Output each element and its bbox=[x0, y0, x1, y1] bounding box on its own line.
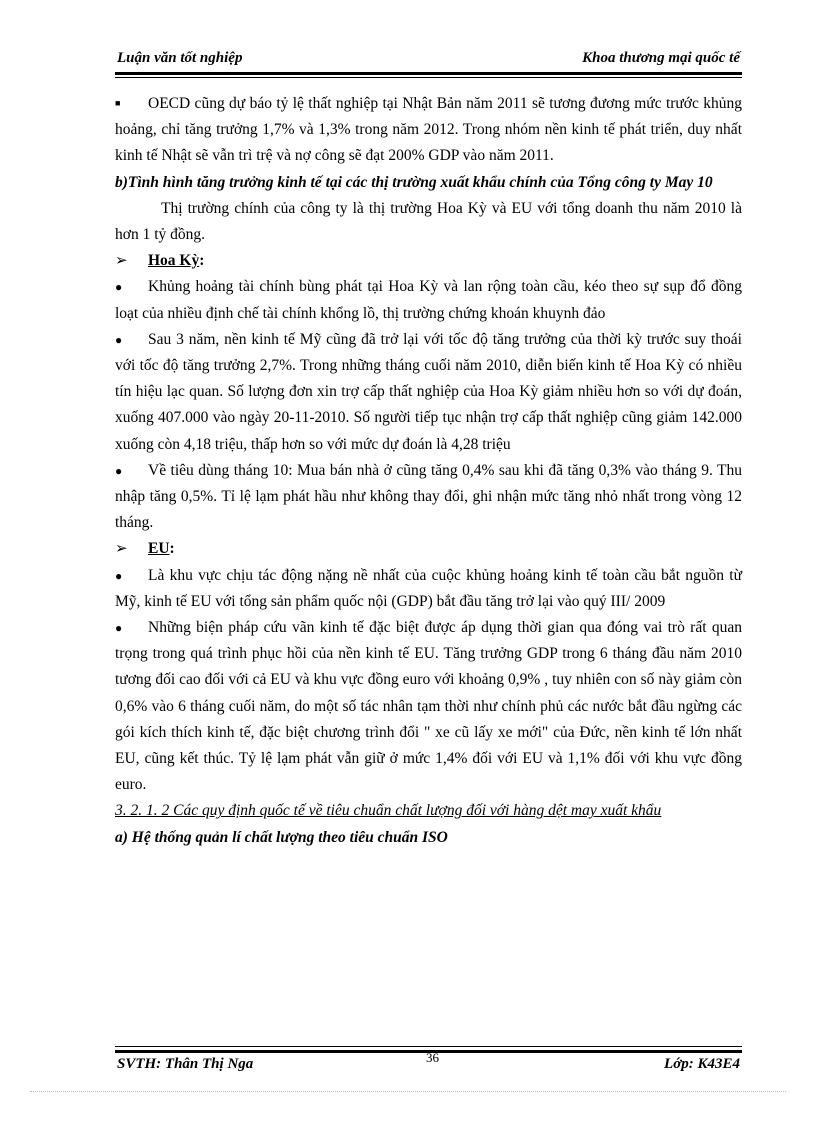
footer-class-code: Lớp: K43E4 bbox=[664, 1056, 740, 1072]
page-number: 36 bbox=[426, 1050, 439, 1065]
header-thesis-label: Luận văn tốt nghiệp bbox=[117, 50, 243, 66]
hoa-ky-label: Hoa Kỳ bbox=[148, 252, 200, 270]
bullet-hoa-ky-3: ● Về tiêu dùng tháng 10: Mua bán nhà ở cũng tăng 0,4% sau khi đã tăng 0,3% vào tháng 9. Thu nhập tăng 0,5%. Tỉ lệ lạm phát hầu như không thay đổi, ghi nhận mức tăng nhỏ nhất trong vòng 12 tháng. bbox=[115, 458, 742, 537]
bullet-eu-1: ● Là khu vực chịu tác động nặng nề nhất của cuộc khủng hoảng kinh tế toàn cầu bắt nguồn từ Mỹ, kinh tế EU với tổng sản phẩm quốc nội (GDP) bắt đầu tăng trở lại vào quý III/ 2009 bbox=[115, 563, 742, 615]
heading-growth-markets: b)Tình hình tăng trưởng kinh tế tại các thị trường xuất khẩu chính của Tổng công ty May 10 bbox=[115, 173, 713, 191]
header-faculty-label: Khoa thương mại quốc tế bbox=[582, 50, 740, 66]
dot-bullet-icon: ● bbox=[115, 332, 123, 347]
square-bullet-icon: ■ bbox=[115, 98, 121, 108]
section-title-quality-standards: 3. 2. 1. 2 Các quy định quốc tế về tiêu chuẩn chất lượng đối với hàng dệt may xuất khẩu bbox=[115, 802, 662, 820]
header-rule-thin bbox=[115, 77, 742, 78]
paragraph-main-markets: Thị trường chính của công ty là thị trường Hoa Kỳ và EU với tổng doanh thu năm 2010 là hơn 1 tỷ đồng. bbox=[115, 199, 742, 244]
arrow-bullet-icon: ➢ bbox=[115, 253, 128, 270]
page-bottom-border bbox=[30, 1091, 786, 1092]
footer-rule-thin bbox=[115, 1046, 742, 1047]
footer-student-name: SVTH: Thân Thị Nga bbox=[117, 1056, 254, 1072]
dot-bullet-icon: ● bbox=[115, 463, 123, 478]
page-header bbox=[115, 48, 742, 72]
arrow-bullet-icon: ➢ bbox=[115, 541, 128, 558]
bullet-eu-2: ● Những biện pháp cứu vãn kinh tế đặc biệt được áp dụng thời gian qua đóng vai trò rất quan trọng trong quá trình phục hồi của nền kinh tế EU. Tăng trưởng GDP trong 6 tháng đầu năm 2010 tương đối cao đối với cả EU và khu vực đồng euro với khoảng 0,9% , tuy nhiên con số này giảm còn 0,6% vào 6 tháng cuối năm, do một số tác nhân tạm thời như chính phủ các nước bắt đầu ngừng các gói kích thích kinh tế, đặc biệt chương trình đổi " xe cũ lấy xe mới" của Đức, nền kinh tế lớn nhất EU, cũng kết thúc. Tỷ lệ lạm phát vẫn giữ ở mức 1,4% đối với EU và 1,1% đối với khu vực đồng euro. bbox=[115, 615, 742, 798]
page-footer bbox=[115, 1056, 742, 1080]
dot-bullet-icon: ● bbox=[115, 568, 123, 583]
paragraph-oecd: ■ OECD cũng dự báo tỷ lệ thất nghiệp tại Nhật Bản năm 2011 sẽ tương đương mức trước khủng hoảng, chỉ tăng trưởng 1,7% và 1,3% trong năm 2012. Trong nhóm nền kinh tế phát triển, duy nhất kinh tế Nhật sẽ vẫn trì trệ và nợ công sẽ đạt 200% GDP vào năm 2011. bbox=[115, 90, 742, 170]
header-rule-thick bbox=[115, 72, 742, 75]
bullet-hoa-ky-1: ● Khủng hoảng tài chính bùng phát tại Hoa Kỳ và lan rộng toàn cầu, kéo theo sự sụp đổ đồng loạt của nhiều định chế tài chính khổng lồ, thị trường chứng khoán khuynh đảo bbox=[115, 274, 742, 326]
bullet-hoa-ky-2: ● Sau 3 năm, nền kinh tế Mỹ cũng đã trở lại với tốc độ tăng trưởng của thời kỳ trước suy thoái với tốc độ tăng trưởng 2,7%. Trong những tháng cuối năm 2010, diễn biến kinh tế Hoa Kỳ có nhiều tín hiệu lạc quan. Số lượng đơn xin trợ cấp thất nghiệp của Hoa Kỳ giảm nhiều hơn so với dự đoán, xuống 407.000 vào ngày 20-11-2010. Số người tiếp tục nhận trợ cấp thất nghiệp cũng giảm 142.000 xuống còn 4,18 triệu, thấp hơn so với mức dự đoán là 4,28 triệu bbox=[115, 327, 742, 458]
subheading-hoa-ky: ➢ Hoa Kỳ: bbox=[115, 248, 742, 274]
document-body bbox=[115, 90, 742, 851]
dot-bullet-icon: ● bbox=[115, 621, 123, 636]
dot-bullet-icon: ● bbox=[115, 280, 123, 295]
heading-iso-system: a) Hệ thống quản lí chất lượng theo tiêu chuẩn ISO bbox=[115, 828, 448, 846]
subheading-eu: ➢ EU: bbox=[115, 536, 742, 562]
eu-label: EU bbox=[148, 540, 170, 558]
